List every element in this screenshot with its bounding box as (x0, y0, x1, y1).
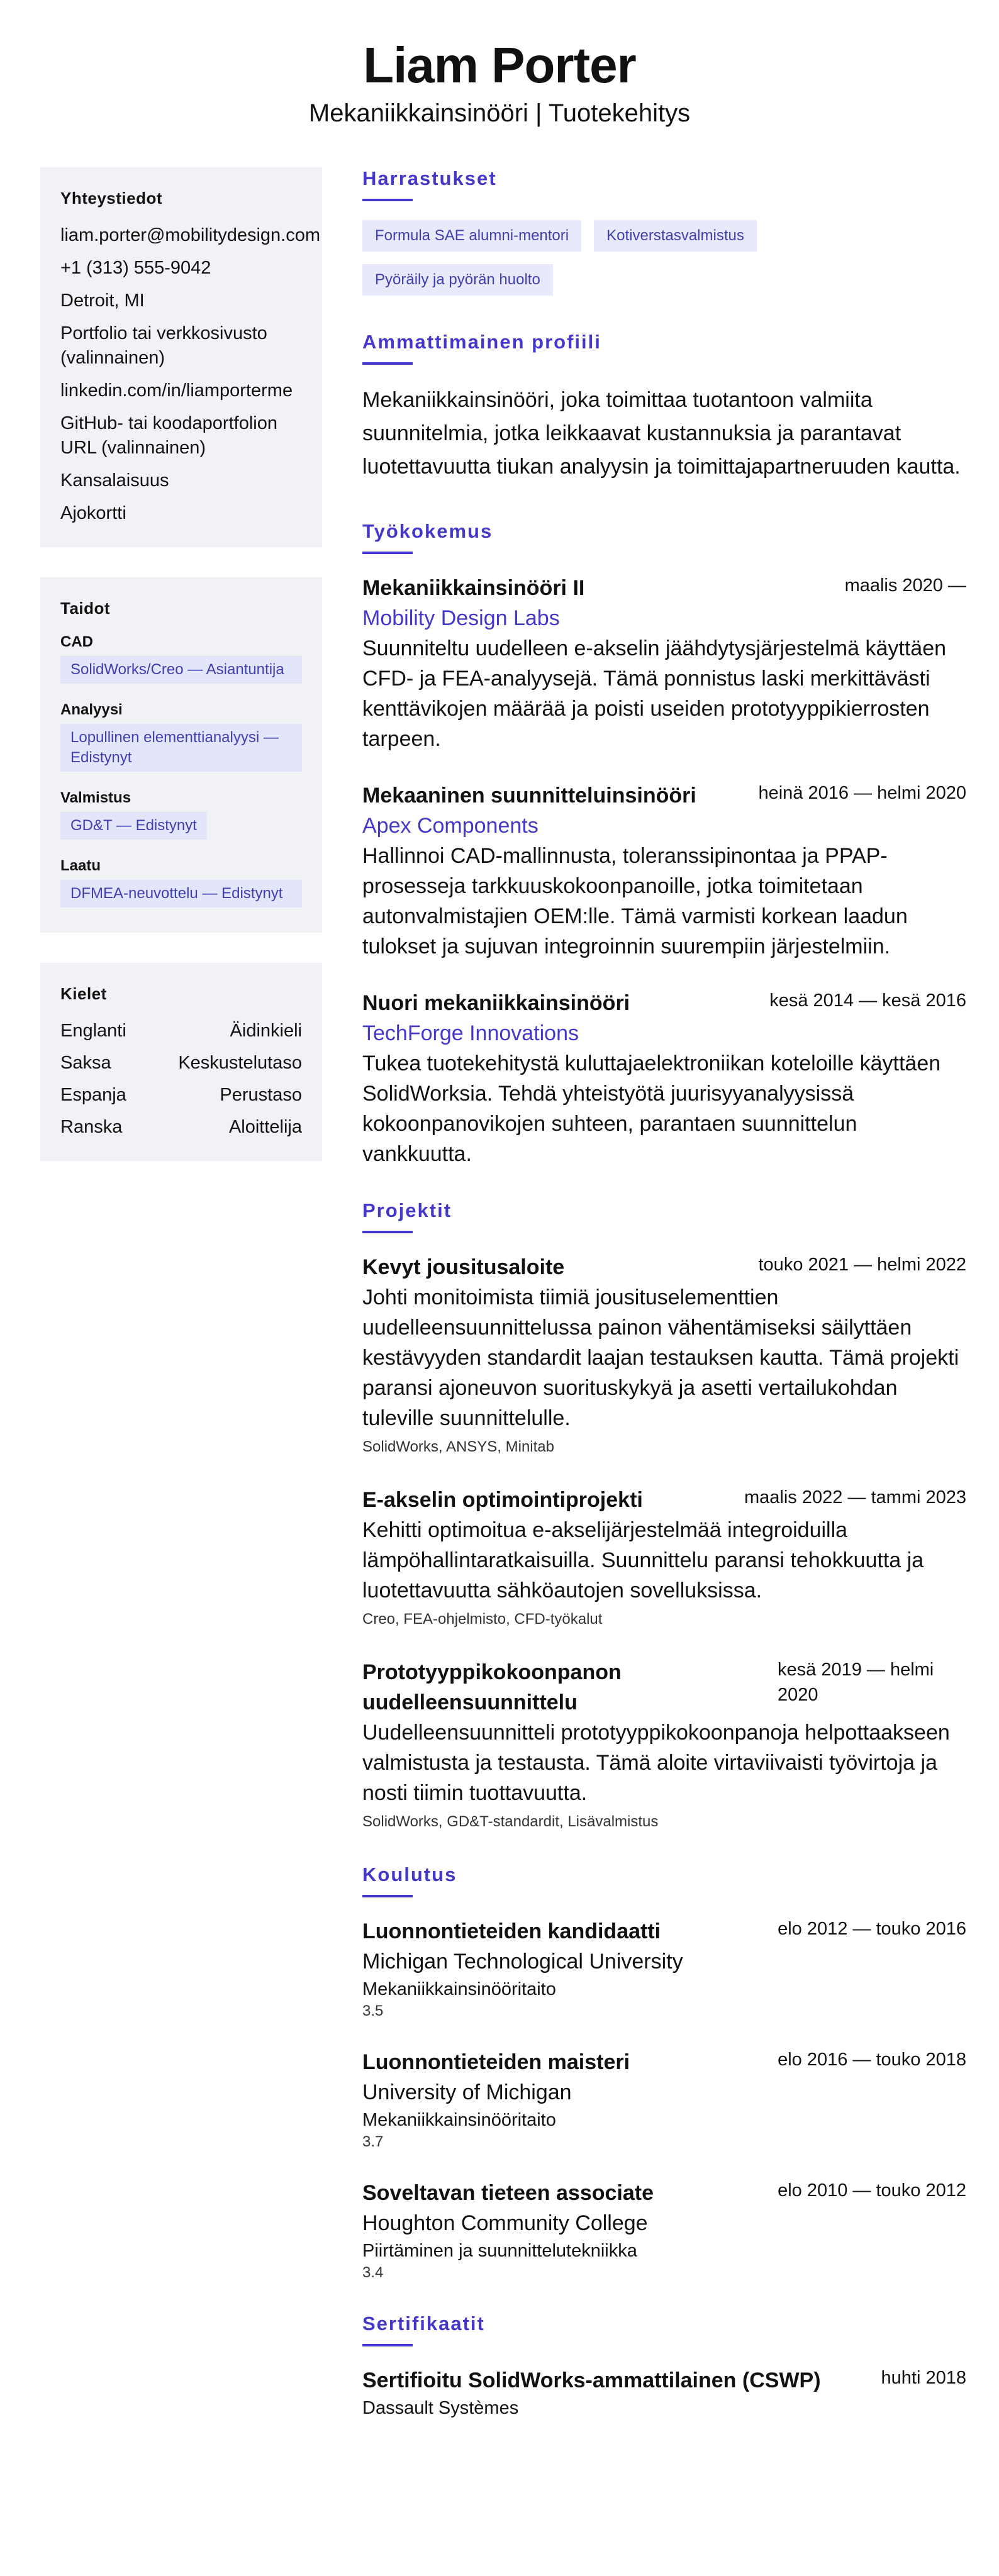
job-role: Mekaaninen suunnitteluinsinööri (362, 784, 696, 808)
hobbies-section (362, 166, 966, 296)
skill-chip: GD&T — Edistynyt (60, 812, 207, 840)
job-description: Tukea tuotekehitystä kuluttajaelektroniikan koteloille käyttäen SolidWorksia. Tehdä yhteistyötä juurisyyanalyysissä kokoonpanovikojen suhteen, parantaen suunnittelun vankkuutta. (362, 1052, 941, 1166)
project-description: Johti monitoimista tiimiä jousituselementtien uudelleensuunnittelussa painon vähentämiseksi säilyttäen kestävyyden standardit laajan testauksen kautta. Tämä projekti paransi ajoneuvon suorituskykyä ja asetti vertailukohdan tuleville suunnittelulle. (362, 1285, 959, 1430)
skill-group (60, 789, 302, 857)
person-name: Liam Porter (363, 37, 636, 93)
education-entry (362, 1916, 966, 2021)
skills-heading: Taidot (60, 599, 111, 618)
school-name: Houghton Community College (362, 2211, 648, 2235)
skill-category: Laatu (60, 857, 101, 874)
skill-category: CAD (60, 633, 93, 650)
contact-location: Detroit, MI (60, 291, 145, 311)
language-level: Perustaso (220, 1085, 302, 1105)
hobby-chip: Pyöräily ja pyörän huolto (362, 264, 553, 296)
section-divider (362, 552, 413, 554)
field-of-study: Mekaniikkainsinööritaito (362, 2110, 556, 2130)
certifications-heading: Sertifikaatit (362, 2312, 485, 2334)
contact-linkedin[interactable]: linkedin.com/in/liamporterme (60, 380, 293, 401)
profile-section (362, 330, 966, 484)
degree-name: Soveltavan tieteen associate (362, 2181, 654, 2205)
education-section (362, 1862, 966, 2282)
project-description: Kehitti optimoitua e-akselijärjestelmää integroiduilla lämpöhallintaratkaisuilla. Suunnittelu paransi tehokkuutta ja luotettavuutta sähköautojen sovelluksissa. (362, 1518, 924, 1602)
language-name: Espanja (60, 1085, 126, 1105)
gpa-value: 3.5 (362, 2002, 384, 2019)
job-dates: maalis 2020 — (844, 575, 966, 596)
project-tools: Creo, FEA-ohjelmisto, CFD-työkalut (362, 1611, 603, 1628)
job-role: Mekaniikkainsinööri II (362, 576, 585, 600)
skill-group (60, 701, 302, 772)
experience-heading: Työkokemus (362, 520, 493, 542)
hobby-chip: Formula SAE alumni-mentori (362, 220, 581, 252)
certifications-section (362, 2311, 966, 2421)
education-dates: elo 2012 — touko 2016 (778, 1919, 966, 1939)
project-entry (362, 1252, 966, 1458)
education-dates: elo 2016 — touko 2018 (778, 2050, 966, 2070)
experience-entry (362, 780, 966, 962)
company-name: Mobility Design Labs (362, 606, 560, 630)
profile-heading: Ammattimainen profiili (362, 331, 601, 353)
skill-chip: SolidWorks/Creo — Asiantuntija (60, 656, 302, 684)
project-title: Kevyt jousitusaloite (362, 1255, 565, 1279)
education-dates: elo 2010 — touko 2012 (778, 2180, 966, 2201)
section-divider (362, 1231, 413, 1233)
contact-portfolio[interactable]: Portfolio tai verkkosivusto (valinnainen) (60, 323, 267, 368)
language-level: Keskustelutaso (178, 1053, 302, 1073)
section-divider (362, 1895, 413, 1897)
languages-heading: Kielet (60, 984, 107, 1003)
job-dates: heinä 2016 — helmi 2020 (758, 783, 966, 803)
job-dates: kesä 2014 — kesä 2016 (769, 991, 966, 1011)
experience-entry (362, 573, 966, 754)
education-heading: Koulutus (362, 1863, 457, 1885)
section-divider (362, 199, 413, 201)
sidebar (40, 167, 322, 1191)
skills-card (40, 577, 322, 933)
school-name: University of Michigan (362, 2080, 572, 2104)
job-description: Hallinnoi CAD-mallinnusta, toleranssipinontaa ja PPAP-prosesseja tarkkuuskokoonpanoille, jotka toimitetaan autonvalmistajien OEM:lle. Tämä varmisti korkean laadun tulokset ja sujuvan integroinnin suurempiin järjestelmiin. (362, 844, 908, 958)
language-name: Saksa (60, 1053, 111, 1073)
gpa-value: 3.4 (362, 2264, 384, 2281)
project-entry (362, 1485, 966, 1631)
education-entry (362, 2178, 966, 2282)
language-level: Aloittelija (228, 1117, 302, 1137)
certification-date: huhti 2018 (881, 2368, 966, 2388)
job-title: Mekaniikkainsinööri | Tuotekehitys (308, 99, 691, 127)
language-row (60, 1051, 302, 1075)
contact-heading: Yhteystiedot (60, 189, 163, 208)
skill-category: Analyysi (60, 701, 123, 718)
job-role: Nuori mekaniikkainsinööri (362, 991, 630, 1015)
school-name: Michigan Technological University (362, 1950, 683, 1974)
projects-section (362, 1198, 966, 1833)
language-row (60, 1019, 302, 1043)
language-name: Englanti (60, 1021, 126, 1041)
skill-chip: DFMEA-neuvottelu — Edistynyt (60, 880, 302, 908)
certification-name: Sertifioitu SolidWorks-ammattilainen (CSWP) (362, 2368, 821, 2392)
language-level: Äidinkieli (230, 1021, 302, 1041)
field-of-study: Piirtäminen ja suunnittelutekniikka (362, 2241, 637, 2261)
certification-entry (362, 2365, 966, 2421)
skill-category: Valmistus (60, 789, 131, 806)
contact-phone[interactable]: +1 (313) 555-9042 (60, 258, 211, 278)
section-divider (362, 362, 413, 365)
skill-group (60, 633, 302, 684)
certification-issuer: Dassault Systèmes (362, 2398, 519, 2418)
experience-entry (362, 988, 966, 1169)
field-of-study: Mekaniikkainsinööritaito (362, 1979, 556, 1999)
language-name: Ranska (60, 1117, 123, 1137)
profile-text: Mekaniikkainsinööri, joka toimittaa tuotantoon valmiita suunnitelmia, jotka leikkaavat kustannuksia ja parantavat luotettavuutta tiukan analyysin ja toimittajapartneruuden kautta. (362, 388, 961, 479)
resume-header (0, 35, 999, 130)
company-name: Apex Components (362, 814, 539, 838)
project-dates: kesä 2019 — helmi 2020 (778, 1660, 934, 1705)
skill-chip: Lopullinen elementtianalyysi — Edistynyt (60, 724, 302, 772)
language-row (60, 1115, 302, 1140)
company-name: TechForge Innovations (362, 1021, 579, 1045)
project-title: E-akselin optimointiprojekti (362, 1488, 643, 1512)
project-description: Uudelleensuunnitteli prototyyppikokoonpanoja helpottaakseen valmistusta ja testausta. Tämä aloite virtaviivaisti työvirtoja ja nosti tiimin tuottavuutta. (362, 1721, 950, 1805)
degree-name: Luonnontieteiden kandidaatti (362, 1919, 661, 1943)
skill-group (60, 857, 302, 908)
projects-heading: Projektit (362, 1199, 452, 1221)
project-tools: SolidWorks, GD&T-standardit, Lisävalmistus (362, 1813, 659, 1830)
job-description: Suunniteltu uudelleen e-akselin jäähdytysjärjestelmä käyttäen CFD- ja FEA-analyysejä. Tämä ponnistus laski merkittävästi kenttävikojen määrää ja poisti useiden prototyyppikierrosten tarpeen. (362, 636, 947, 751)
project-tools: SolidWorks, ANSYS, Minitab (362, 1438, 555, 1455)
contact-citizenship: Kansalaisuus (60, 470, 169, 491)
main-column (362, 166, 966, 2447)
degree-name: Luonnontieteiden maisteri (362, 2050, 630, 2074)
hobbies-heading: Harrastukset (362, 167, 497, 189)
experience-section (362, 519, 966, 1169)
project-dates: maalis 2022 — tammi 2023 (744, 1487, 966, 1507)
project-title: Prototyyppikokoonpanon uudelleensuunnittelu (362, 1660, 622, 1714)
contact-license: Ajokortti (60, 503, 126, 523)
education-entry (362, 2047, 966, 2151)
languages-card (40, 963, 322, 1161)
contact-github[interactable]: GitHub- tai koodaportfolion URL (valinnainen) (60, 413, 277, 458)
language-row (60, 1083, 302, 1108)
section-divider (362, 2344, 413, 2346)
hobby-chip: Kotiverstasvalmistus (594, 220, 757, 252)
project-dates: touko 2021 — helmi 2022 (758, 1255, 966, 1275)
gpa-value: 3.7 (362, 2133, 384, 2150)
contact-card (40, 167, 322, 547)
hobby-list (362, 220, 891, 296)
contact-email[interactable]: liam.porter@mobilitydesign.com (60, 225, 321, 245)
project-entry (362, 1657, 966, 1833)
